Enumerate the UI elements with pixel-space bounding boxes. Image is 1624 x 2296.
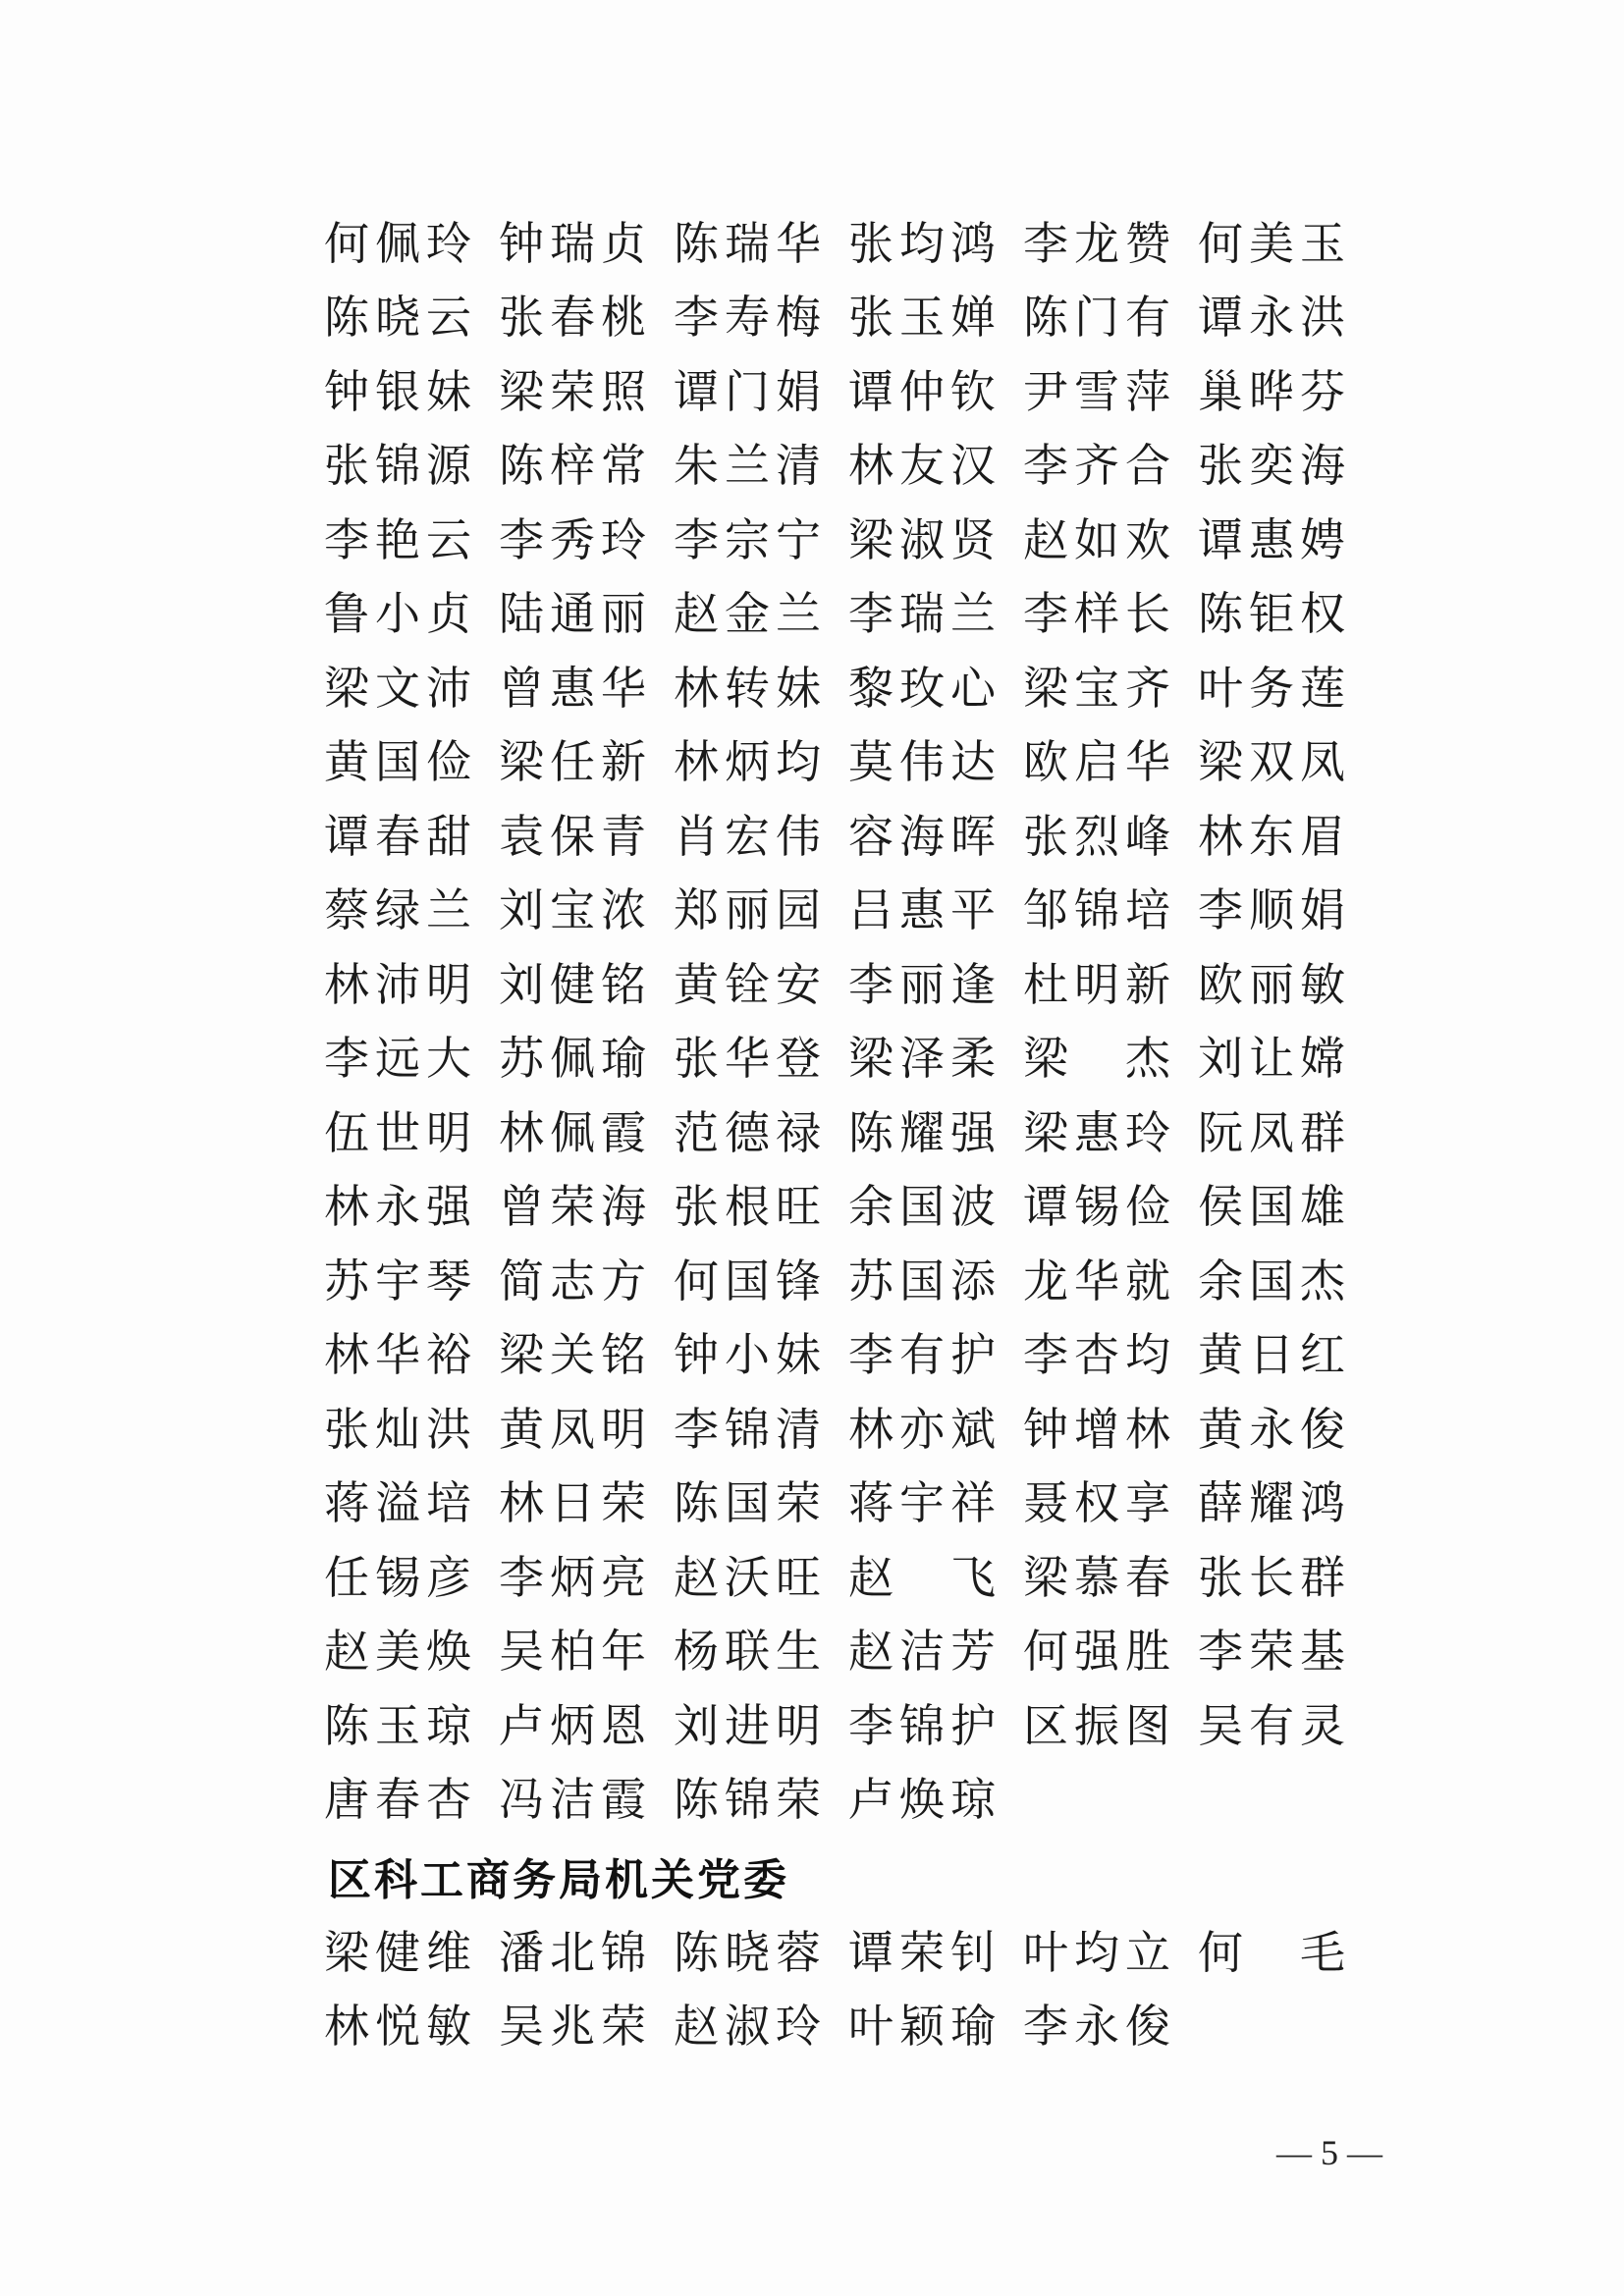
person-name: 赵金兰 [674,587,827,641]
name-row [324,354,1355,429]
person-name: 李炳亮 [499,1550,652,1604]
person-name: 钟瑞贞 [499,216,652,270]
person-name: 何 毛 [1198,1925,1351,1979]
person-name: 赵美焕 [324,1625,477,1679]
name-row [324,1022,1355,1096]
person-name: 黄永俊 [1198,1402,1351,1456]
name-row [324,874,1355,948]
person-name: 何强胜 [1023,1625,1176,1679]
person-name: 李寿梅 [674,291,827,345]
person-name: 谭永洪 [1198,291,1351,345]
person-name: 曾荣海 [499,1180,652,1234]
person-name: 唐春杏 [324,1773,477,1827]
person-name: 薛耀鸿 [1198,1476,1351,1530]
person-name: 袁保青 [499,809,652,863]
person-name: 梁双凤 [1198,735,1351,789]
person-name: 任锡彦 [324,1550,477,1604]
person-name: 刘让嫦 [1198,1032,1351,1086]
person-name: 黄凤明 [499,1402,652,1456]
name-row [324,577,1355,652]
person-name: 鲁小贞 [324,587,477,641]
name-row [324,1095,1355,1170]
person-name: 李顺娟 [1198,883,1351,937]
person-name: 吕惠平 [848,883,1001,937]
person-name: 谭门娟 [674,364,827,418]
person-name: 叶均立 [1023,1925,1176,1979]
name-row [324,1688,1355,1763]
person-name: 张玉婵 [848,291,1001,345]
name-row [324,1170,1355,1245]
name-row [324,503,1355,577]
person-name: 梁慕春 [1023,1550,1176,1604]
name-list-block [324,206,1355,2063]
person-name: 尹雪萍 [1023,364,1176,418]
person-name: 何佩玲 [324,216,477,270]
name-row [324,799,1355,874]
name-row [324,1467,1355,1541]
person-name: 林永强 [324,1180,477,1234]
person-name: 蒋宇祥 [848,1476,1001,1530]
person-name: 梁文沛 [324,661,477,715]
name-row [324,1990,1355,2064]
person-name: 杨联生 [674,1625,827,1679]
name-row [324,1318,1355,1393]
person-name: 李龙赞 [1023,216,1176,270]
person-name: 梁淑贤 [848,512,1001,566]
person-name: 张根旺 [674,1180,827,1234]
person-name: 赵洁芳 [848,1625,1001,1679]
person-name: 郑丽园 [674,883,827,937]
person-name: 李荣基 [1198,1625,1351,1679]
person-name: 叶颖瑜 [848,2000,1001,2054]
person-name: 李齐合 [1023,439,1176,493]
name-row [324,1615,1355,1689]
person-name: 梁关铭 [499,1328,652,1382]
person-name: 侯国雄 [1198,1180,1351,1234]
person-name: 邹锦培 [1023,883,1176,937]
person-name: 莫伟达 [848,735,1001,789]
person-name: 陈钜权 [1198,587,1351,641]
person-name: 刘宝浓 [499,883,652,937]
person-name: 何国锋 [674,1254,827,1308]
person-name: 李杏均 [1023,1328,1176,1382]
person-name: 李秀玲 [499,512,652,566]
person-name: 简志方 [499,1254,652,1308]
person-name: 林亦斌 [848,1402,1001,1456]
person-name: 李艳云 [324,512,477,566]
person-name: 黄日红 [1198,1328,1351,1382]
person-name: 赵如欢 [1023,512,1176,566]
person-name: 李锦护 [848,1698,1001,1752]
person-name: 张华登 [674,1032,827,1086]
person-name: 林东眉 [1198,809,1351,863]
person-name: 钟银妹 [324,364,477,418]
person-name: 赵沃旺 [674,1550,827,1604]
page-number: — 5 — [1276,2133,1382,2172]
person-name: 谭惠娉 [1198,512,1351,566]
person-name: 谭锡俭 [1023,1180,1176,1234]
person-name: 李有护 [848,1328,1001,1382]
person-name: 梁健维 [324,1925,477,1979]
person-name: 苏国添 [848,1254,1001,1308]
person-name: 赵淑玲 [674,2000,827,2054]
person-name: 张均鸿 [848,216,1001,270]
name-row [324,651,1355,725]
person-name: 叶务莲 [1198,661,1351,715]
person-name: 李样长 [1023,587,1176,641]
person-name: 李锦清 [674,1402,827,1456]
person-name: 梁任新 [499,735,652,789]
person-name: 李丽逢 [848,957,1001,1011]
person-name: 李远大 [324,1032,477,1086]
name-row [324,281,1355,355]
person-name: 梁 杰 [1023,1032,1176,1086]
person-name: 林悦敏 [324,2000,477,2054]
person-name: 梁惠玲 [1023,1105,1176,1159]
person-name: 肖宏伟 [674,809,827,863]
person-name: 容海晖 [848,809,1001,863]
person-name: 陈瑞华 [674,216,827,270]
person-name: 林炳均 [674,735,827,789]
person-name: 蒋溢培 [324,1476,477,1530]
person-name: 黎玫心 [848,661,1001,715]
person-name: 欧启华 [1023,735,1176,789]
name-row [324,947,1355,1022]
person-name: 谭荣钊 [848,1925,1001,1979]
person-name: 林友汉 [848,439,1001,493]
person-name: 张锦源 [324,439,477,493]
person-name: 钟增林 [1023,1402,1176,1456]
person-name: 吴兆荣 [499,2000,652,2054]
person-name: 赵 飞 [848,1550,1001,1604]
person-name: 梁宝齐 [1023,661,1176,715]
person-name: 伍世明 [324,1105,477,1159]
person-name: 欧丽敏 [1198,957,1351,1011]
person-name: 何美玉 [1198,216,1351,270]
person-name: 卢炳恩 [499,1698,652,1752]
person-name: 范德禄 [674,1105,827,1159]
name-row [324,725,1355,800]
person-name: 冯洁霞 [499,1773,652,1827]
person-name: 曾惠华 [499,661,652,715]
person-name: 聂权享 [1023,1476,1176,1530]
person-name: 龙华就 [1023,1254,1176,1308]
person-name: 梁泽柔 [848,1032,1001,1086]
name-row [324,206,1355,281]
person-name: 巢晔芬 [1198,364,1351,418]
person-name: 潘北锦 [499,1925,652,1979]
person-name: 林沛明 [324,957,477,1011]
person-name: 陈梓常 [499,439,652,493]
person-name: 陆通丽 [499,587,652,641]
name-row [324,1763,1355,1838]
person-name: 余国波 [848,1180,1001,1234]
person-name: 谭仲钦 [848,364,1001,418]
person-name: 吴柏年 [499,1625,652,1679]
person-name: 苏宇琴 [324,1254,477,1308]
person-name: 区振图 [1023,1698,1176,1752]
name-row [324,1244,1355,1318]
person-name: 谭春甜 [324,809,477,863]
person-name: 张奕海 [1198,439,1351,493]
person-name: 黄铨安 [674,957,827,1011]
person-name: 余国杰 [1198,1254,1351,1308]
person-name: 钟小妹 [674,1328,827,1382]
person-name: 梁荣照 [499,364,652,418]
name-row [324,429,1355,504]
person-name: 苏佩瑜 [499,1032,652,1086]
person-name: 林日荣 [499,1476,652,1530]
person-name: 林转妹 [674,661,827,715]
name-row [324,1915,1355,1990]
person-name: 陈锦荣 [674,1773,827,1827]
person-name: 阮凤群 [1198,1105,1351,1159]
section-heading: 区科工商务局机关党委 [328,1855,789,1905]
person-name: 林佩霞 [499,1105,652,1159]
person-name: 杜明新 [1023,957,1176,1011]
person-name: 张长群 [1198,1550,1351,1604]
person-name: 李永俊 [1023,2000,1176,2054]
person-name: 陈国荣 [674,1476,827,1530]
name-row [324,1392,1355,1467]
person-name: 刘健铭 [499,957,652,1011]
person-name: 陈玉琼 [324,1698,477,1752]
person-name: 刘进明 [674,1698,827,1752]
person-name: 陈晓蓉 [674,1925,827,1979]
person-name: 陈耀强 [848,1105,1001,1159]
person-name: 黄国俭 [324,735,477,789]
person-name: 蔡绿兰 [324,883,477,937]
person-name: 张春桃 [499,291,652,345]
person-name: 李宗宁 [674,512,827,566]
person-name: 卢焕琼 [848,1773,1001,1827]
name-row [324,1540,1355,1615]
person-name: 李瑞兰 [848,587,1001,641]
person-name: 张烈峰 [1023,809,1176,863]
person-name: 张灿洪 [324,1402,477,1456]
person-name: 林华裕 [324,1328,477,1382]
person-name: 陈晓云 [324,291,477,345]
person-name: 吴有灵 [1198,1698,1351,1752]
person-name: 陈门有 [1023,291,1176,345]
person-name: 朱兰清 [674,439,827,493]
